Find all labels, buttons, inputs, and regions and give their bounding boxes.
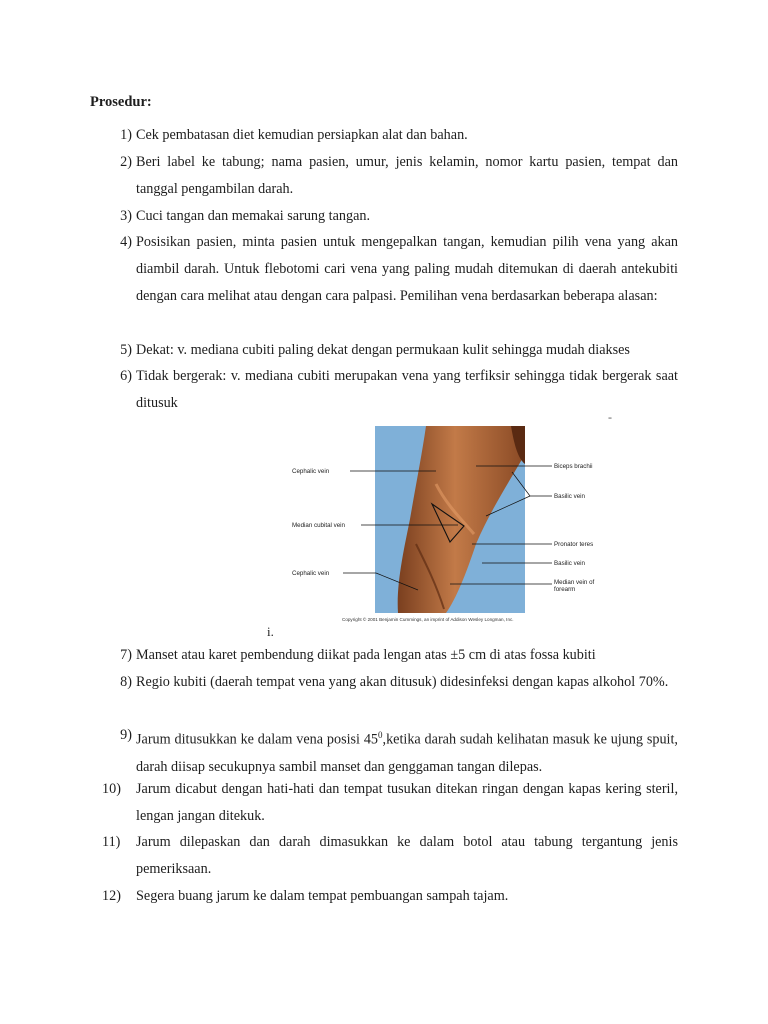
list-item-6 [90, 363, 678, 417]
item-text: Jarum dicabut dengan hati-hati dan tempat tusukan ditekan ringan dengan kapas kering steril, lengan jangan ditekuk. [136, 781, 678, 824]
item-text: Dekat: v. mediana cubiti paling dekat dengan permukaan kulit sehingga mudah diakses [136, 342, 630, 358]
item-text: Manset atau karet pembendung diikat pada lengan atas ±5 cm di atas fossa kubiti [136, 647, 596, 663]
list-item-2 [90, 149, 678, 203]
degree-superscript: 0 [378, 730, 383, 740]
item-text-part: Jarum ditusukkan ke dalam vena posisi 45 [136, 731, 379, 748]
item-number: 3) [120, 208, 132, 224]
section-heading: Prosedur: [90, 94, 152, 110]
item-number: 12) [102, 888, 121, 904]
list-item-8 [90, 669, 678, 696]
list-item-9 [90, 722, 678, 780]
item-text: Posisikan pasien, minta pasien untuk mengepalkan tangan, kemudian pilih vena yang akan diambil darah. Untuk flebotomi cari vena yang paling mudah ditemukan di daerah antekubiti dengan cara melihat atau dengan cara palpasi. Pemilihan vena berdasarkan beberapa alasan: [136, 234, 678, 304]
label-median-vein-forearm: Median vein of [554, 579, 595, 586]
item-text: Cek pembatasan diet kemudian persiapkan alat dan bahan. [136, 127, 468, 143]
item-number: 2) [120, 154, 132, 170]
item-text: Jarum dilepaskan dan darah dimasukkan ke dalam botol atau tabung tergantung jenis pemeriksaan. [136, 834, 678, 877]
list-item-11 [90, 829, 678, 883]
label-basilic-vein: Basilic vein [554, 493, 585, 500]
label-biceps-brachii: Biceps brachii [554, 463, 593, 470]
item-number: 5) [120, 342, 132, 358]
list-item-7 [90, 642, 678, 669]
item-number: 1) [120, 127, 132, 143]
stray-mark: - [608, 410, 612, 424]
list-item-12 [90, 883, 678, 910]
figure-copyright: Copyright © 2001 Benjamin Cummings, an imprint of Addison Wesley Longman, Inc. [342, 617, 514, 622]
item-text: Tidak bergerak: v. mediana cubiti merupakan vena yang terfiksir sehingga tidak bergerak saat ditusuk [136, 368, 678, 411]
item-number: 11) [102, 834, 121, 850]
item-number: 8) [120, 674, 132, 690]
label-cephalic-vein: Cephalic vein [292, 468, 330, 475]
list-item-3 [90, 203, 678, 230]
figure-marker: i. [267, 624, 274, 639]
label-median-cubital-vein: Median cubital vein [292, 522, 345, 529]
item-text: Beri label ke tabung; nama pasien, umur, jenis kelamin, nomor kartu pasien, tempat dan tanggal pengambilan darah. [136, 154, 678, 197]
list-item-10 [90, 776, 678, 830]
item-text: Regio kubiti (daerah tempat vena yang akan ditusuk) didesinfeksi dengan kapas alkohol 70%. [136, 674, 669, 690]
list-item-1 [90, 122, 678, 149]
list-item-5 [90, 337, 678, 364]
item-text-part: ,ketika darah sudah kelihatan masuk ke ujung spuit, darah diisap secukupnya sambil manset dan genggaman tangan dilepas. [136, 731, 678, 775]
item-number: 4) [120, 234, 132, 250]
label-basilic-vein-lower: Basilic vein [554, 560, 585, 567]
item-text: Segera buang jarum ke dalam tempat pembuangan sampah tajam. [136, 888, 509, 904]
label-cephalic-vein-lower: Cephalic vein [292, 570, 330, 577]
label-pronator-teres: Pronator teres [554, 541, 594, 548]
item-text [136, 722, 678, 780]
label-median-vein-forearm-2: forearm [554, 586, 576, 593]
list-item-4 [90, 229, 678, 309]
item-number: 9) [120, 727, 132, 743]
item-number: 6) [120, 368, 132, 384]
item-text: Cuci tangan dan memakai sarung tangan. [136, 208, 371, 224]
arm-veins-figure [286, 424, 612, 626]
item-number: 10) [102, 781, 121, 797]
item-number: 7) [120, 647, 132, 663]
